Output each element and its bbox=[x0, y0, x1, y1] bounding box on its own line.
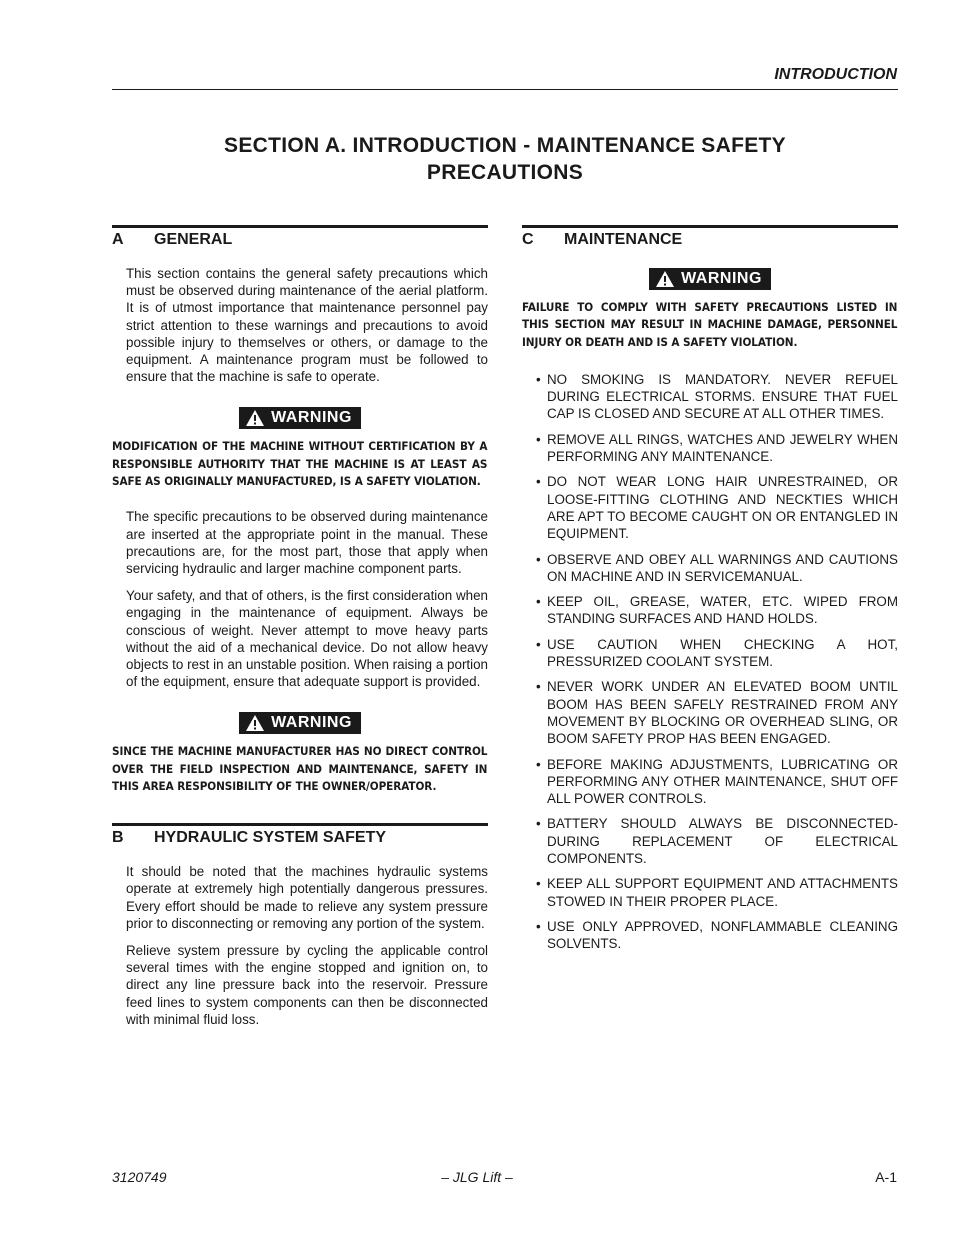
maintenance-bullet-list bbox=[522, 371, 898, 953]
section-a-title: GENERAL bbox=[154, 231, 233, 248]
warning-badge bbox=[239, 407, 361, 429]
list-item: • BEFORE MAKING ADJUSTMENTS, LUBRICATING OR PERFORMING ANY OTHER MAINTENANCE, SHUT OFF ALL POWER CONTROLS. bbox=[536, 756, 898, 808]
footer-center: – JLG Lift – bbox=[441, 1169, 513, 1185]
warning-triangle-icon bbox=[655, 270, 675, 288]
section-a-para-3: Your safety, and that of others, is the first consideration when engaging in the maintenance of equipment. Always be conscious of weight. Never attempt to move heavy parts without the aid of a mechanical device. Do not allow heavy objects to rest in an unstable position. When raising a portion of the equipment, ensure that adequate support is provided. bbox=[126, 588, 488, 690]
list-item: • USE ONLY APPROVED, NONFLAMMABLE CLEANING SOLVENTS. bbox=[536, 918, 898, 953]
page-title-line2: PRECAUTIONS bbox=[426, 161, 584, 184]
warning-block-3 bbox=[522, 268, 898, 293]
warning-block-1 bbox=[112, 407, 488, 432]
warning-text-1: MODIFICATION OF THE MACHINE WITHOUT CERTIFICATION BY A RESPONSIBLE AUTHORITY THAT THE MACHINE IS AT LEAST AS SAFE AS ORIGINALLY MANUFACTURED, IS A SAFETY VIOLATION. bbox=[112, 439, 488, 489]
list-item: • KEEP OIL, GREASE, WATER, ETC. WIPED FROM STANDING SURFACES AND HAND HOLDS. bbox=[536, 593, 898, 628]
header-rule bbox=[112, 89, 898, 90]
section-a-letter: A bbox=[112, 231, 124, 248]
running-header: INTRODUCTION bbox=[774, 66, 897, 83]
warning-triangle-icon bbox=[245, 409, 265, 427]
warning-label: WARNING bbox=[271, 409, 352, 427]
warning-text-3: FAILURE TO COMPLY WITH SAFETY PRECAUTIONS LISTED IN THIS SECTION MAY RESULT IN MACHINE DAMAGE, PERSONNEL INJURY OR DEATH AND IS A SAFETY VIOLATION. bbox=[522, 300, 898, 349]
section-a-para-2: The specific precautions to be observed during maintenance are inserted at the appropriate point in the manual. These precautions are, for the most part, those that apply when servicing hydraulic and larger machine component parts. bbox=[126, 509, 488, 576]
page-title-line1: SECTION A. INTRODUCTION - MAINTENANCE SAFETY bbox=[224, 134, 786, 157]
right-column bbox=[522, 225, 898, 961]
list-item: • REMOVE ALL RINGS, WATCHES AND JEWELRY WHEN PERFORMING ANY MAINTENANCE. bbox=[536, 431, 898, 466]
page-title bbox=[112, 132, 898, 186]
section-a-para-1: This section contains the general safety precautions which must be observed during maintenance of the aerial platform. It is of utmost importance that maintenance personnel pay strict attention to these warnings and precautions to avoid possible injury to themselves or others, or damage to the equipment. A maintenance program must be followed to ensure that the machine is safe to operate. bbox=[126, 266, 488, 385]
section-b-para-2: Relieve system pressure by cycling the applicable control several times with the engine stopped and ignition on, to direct any line pressure back into the reservoir. Pressure feed lines to system components can then be disconnected with minimal fluid loss. bbox=[126, 943, 488, 1027]
section-b-heading bbox=[112, 823, 488, 853]
section-c-heading bbox=[522, 225, 898, 255]
list-item: • NEVER WORK UNDER AN ELEVATED BOOM UNTIL BOOM HAS BEEN SAFELY RESTRAINED FROM ANY MOVEMENT BY BLOCKING OR OVERHEAD SLING, OR BOOM SAFETY PROP HAS BEEN ENGAGED. bbox=[536, 678, 898, 747]
warning-text-2: SINCE THE MACHINE MANUFACTURER HAS NO DIRECT CONTROL OVER THE FIELD INSPECTION AND MAINTENANCE, SAFETY IN THIS AREA RESPONSIBILITY OF THE OWNER/OPERATOR. bbox=[112, 744, 488, 793]
list-item: • KEEP ALL SUPPORT EQUIPMENT AND ATTACHMENTS STOWED IN THEIR PROPER PLACE. bbox=[536, 875, 898, 910]
left-column bbox=[112, 225, 488, 1028]
section-c-title: MAINTENANCE bbox=[564, 231, 683, 248]
section-c-letter: C bbox=[522, 231, 534, 248]
warning-badge bbox=[239, 712, 361, 734]
list-item: • USE CAUTION WHEN CHECKING A HOT, PRESSURIZED COOLANT SYSTEM. bbox=[536, 636, 898, 671]
warning-badge bbox=[649, 268, 771, 290]
list-item: • OBSERVE AND OBEY ALL WARNINGS AND CAUTIONS ON MACHINE AND IN SERVICEMANUAL. bbox=[536, 551, 898, 586]
warning-triangle-icon bbox=[245, 714, 265, 732]
section-b-letter: B bbox=[112, 829, 124, 847]
section-b-title: HYDRAULIC SYSTEM SAFETY bbox=[154, 829, 387, 847]
warning-block-2 bbox=[112, 712, 488, 737]
footer-doc-number: 3120749 bbox=[112, 1169, 167, 1185]
warning-label: WARNING bbox=[271, 714, 352, 732]
list-item: • NO SMOKING IS MANDATORY. NEVER REFUEL DURING ELECTRICAL STORMS. ENSURE THAT FUEL CAP IS CLOSED AND SECURE AT ALL OTHER TIMES. bbox=[536, 371, 898, 423]
section-a-heading bbox=[112, 225, 488, 255]
list-item: • DO NOT WEAR LONG HAIR UNRESTRAINED, OR LOOSE-FITTING CLOTHING AND NECKTIES WHICH ARE APT TO BECOME CAUGHT ON OR ENTANGLED IN EQUIPMENT. bbox=[536, 473, 898, 542]
footer-page-number: A-1 bbox=[875, 1169, 897, 1185]
section-b-para-1: It should be noted that the machines hydraulic systems operate at extremely high potentially dangerous pressures. Every effort should be made to relieve any system pressure prior to disconnecting or removing any portion of the system. bbox=[126, 864, 488, 931]
list-item: • BATTERY SHOULD ALWAYS BE DISCONNECTED-DURING REPLACEMENT OF ELECTRICAL COMPONENTS. bbox=[536, 815, 898, 867]
warning-label: WARNING bbox=[681, 270, 762, 287]
